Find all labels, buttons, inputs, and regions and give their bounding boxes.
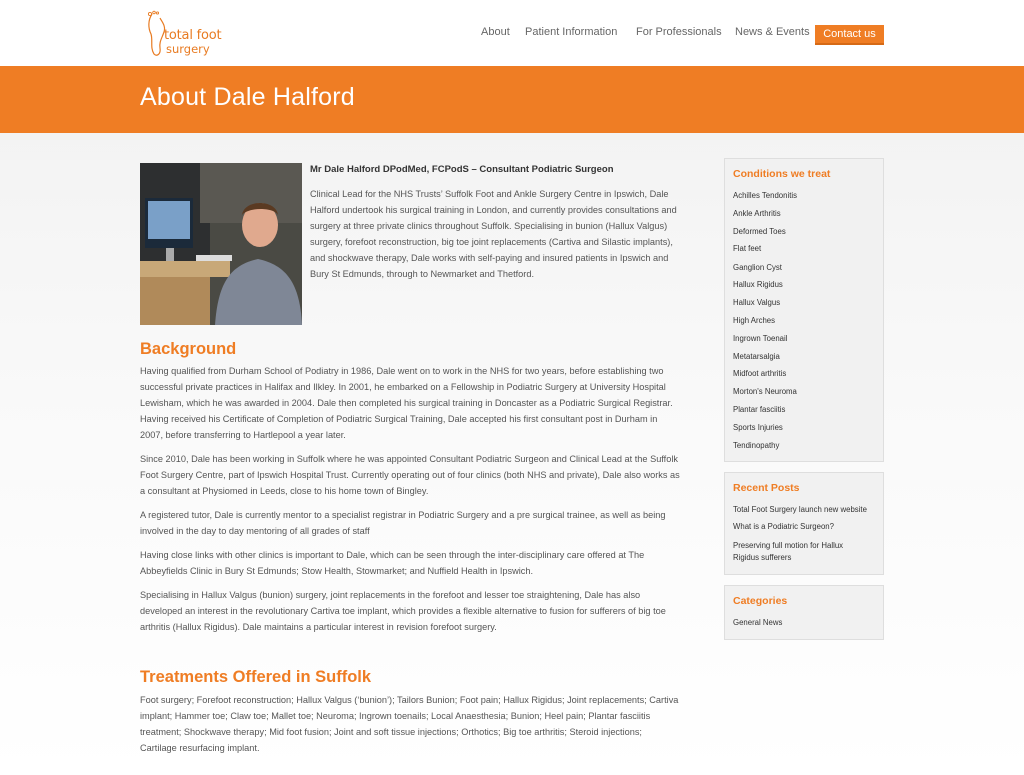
nav-for-professionals[interactable]: For Professionals	[636, 26, 722, 38]
condition-link[interactable]: Deformed Toes	[733, 227, 786, 236]
text-line: Having received his Certificate of Completion of Podiatric Surgical Training, Dale accepted his first consultant post in Durham in	[140, 414, 658, 424]
background-paragraph-4	[140, 547, 644, 579]
text-line: successful private practices in Halifax and Ilkley. In 2001, he embarked on a Fellowship in Podiatric Surgery at University Hospital	[140, 382, 666, 392]
dale-halford-photo	[140, 163, 302, 325]
site-logo[interactable]	[144, 10, 244, 58]
recent-post-link[interactable]: Preserving full motion for Hallux	[733, 541, 844, 550]
recent-post-link-continued[interactable]: Rigidus sufferers	[733, 553, 792, 562]
profile-intro-paragraph	[310, 186, 677, 282]
conditions-widget	[724, 158, 884, 462]
recent-posts-widget	[724, 472, 884, 575]
condition-link[interactable]: Hallux Rigidus	[733, 280, 783, 289]
condition-link[interactable]: Achilles Tendonitis	[733, 191, 798, 200]
categories-title: Categories	[733, 595, 788, 607]
background-paragraph-2	[140, 451, 680, 499]
background-paragraph-1	[140, 363, 673, 443]
condition-link[interactable]: Morton's Neuroma	[733, 387, 797, 396]
nav-patient-information[interactable]: Patient Information	[525, 26, 618, 38]
nav-news-events[interactable]: News & Events	[735, 26, 810, 38]
text-line: Cartilage resurfacing implant.	[140, 743, 260, 753]
portrait-image	[140, 163, 302, 325]
text-line: Since 2010, Dale has been working in Suffolk where he was appointed Consultant Podiatric Surgeon and Clinical Lead at the Suffolk	[140, 454, 678, 464]
condition-link[interactable]: High Arches	[733, 316, 776, 325]
nav-contact-us-button[interactable]: Contact us	[815, 25, 884, 45]
condition-link[interactable]: Metatarsalgia	[733, 352, 780, 361]
text-line: A registered tutor, Dale is currently mentor to a specialist registrar in Podiatric Surgery and a pre surgical trainee, as well as being	[140, 510, 666, 520]
text-line: Foot surgery; Forefoot reconstruction; Hallux Valgus (‘bunion’); Tailors Bunion; Foot pain; Hallux Rigidus; Joint replacements; Cartiva	[140, 695, 679, 705]
text-line: Abbeyfields Clinic in Bury St Edmunds; Stow Health, Stowmarket; and Nuffield Health in Ipswich.	[140, 566, 534, 576]
condition-link[interactable]: Ingrown Toenail	[733, 334, 788, 343]
treatments-paragraph	[140, 692, 678, 756]
profile-title: Mr Dale Halford DPodMed, FCPodS – Consultant Podiatric Surgeon	[310, 164, 614, 175]
logo-text-line2: surgery	[166, 42, 210, 56]
text-line: surgery at three private clinics throughout Suffolk. Specialising in bunion (Hallux Valgus)	[310, 221, 668, 231]
category-link[interactable]: General News	[733, 618, 783, 627]
text-line: Bury St Edmunds, through to Newmarket and Thetford.	[310, 269, 535, 279]
text-line: Having qualified from Durham School of Podiatry in 1986, Dale went on to work in the NHS for two years, before establishing two	[140, 366, 664, 376]
treatments-heading: Treatments Offered in Suffolk	[140, 668, 372, 686]
condition-link[interactable]: Plantar fasciitis	[733, 405, 786, 414]
text-line: Foot Surgery Centre, part of Ipswich Hospital Trust. Currently operating out of four clinics (both NHS and private), Dale also works as	[140, 470, 680, 480]
condition-link[interactable]: Flat feet	[733, 244, 762, 253]
text-line: Specialising in Hallux Valgus (bunion) surgery, joint replacements in the forefoot and lesser toe straightening, Dale has also	[140, 590, 641, 600]
text-line: developed an interest in the revolutionary Cartiva toe implant, which provides a flexible alternative to fusion for sufferers of big toe	[140, 606, 666, 616]
background-heading: Background	[140, 340, 237, 358]
nav-about[interactable]: About	[481, 26, 510, 38]
page-title: About Dale Halford	[140, 83, 355, 111]
condition-link[interactable]: Ganglion Cyst	[733, 263, 782, 272]
text-line: surgery, forefoot reconstruction, big toe joint replacements (Cartiva and Silastic implants),	[310, 237, 673, 247]
condition-link[interactable]: Sports Injuries	[733, 423, 783, 432]
text-line: arthritis (Hallux Rigidus). Dale maintains a particular interest in revision forefoot surgery.	[140, 622, 497, 632]
condition-link[interactable]: Midfoot arthritis	[733, 369, 787, 378]
text-line: Having close links with other clinics is important to Dale, which can be seen through the inter-disciplinary care offered at The	[140, 550, 645, 560]
text-line: 2007, before transferring to Hartlepool a year later.	[140, 430, 346, 440]
background-paragraph-5	[140, 587, 666, 635]
text-line: involved in the day to day mentoring of all grades of staff	[140, 526, 370, 536]
text-line: Clinical Lead for the NHS Trusts’ Suffolk Foot and Ankle Surgery Centre in Ipswich, Dale	[310, 189, 669, 199]
text-line: implant; Hammer toe; Claw toe; Mallet toe; Neuroma; Ingrown toenails; Local Anaesthesia; Bunion; Heel pain; Plantar fasciitis	[140, 711, 651, 721]
text-line: Lewisham, which he was awarded in 2004. Dale then completed his surgical training in Doncaster as a Podiatric Surgical Registrar.	[140, 398, 673, 408]
recent-post-link[interactable]: What is a Podiatric Surgeon?	[733, 522, 834, 531]
recent-posts-title: Recent Posts	[733, 482, 800, 494]
recent-post-link[interactable]: Total Foot Surgery launch new website	[733, 505, 867, 514]
text-line: treatment; Shockwave therapy; Mid foot fusion; Joint and soft tissue injections; Orthotics; Big toe arthritis; Steroid injections;	[140, 727, 642, 737]
page-banner	[0, 66, 1024, 133]
text-line: Halford undertook his surgical training in London, and currently provides consultations and	[310, 205, 677, 215]
logo-text-line1: total foot	[164, 28, 222, 43]
site-header	[0, 0, 1024, 66]
text-line: a consultant at Physiomed in Leeds, close to his home town of Bingley.	[140, 486, 429, 496]
condition-link[interactable]: Tendinopathy	[733, 441, 780, 450]
categories-widget	[724, 585, 884, 640]
background-paragraph-3	[140, 507, 665, 539]
condition-link[interactable]: Hallux Valgus	[733, 298, 781, 307]
condition-link[interactable]: Ankle Arthritis	[733, 209, 781, 218]
text-line: and shockwave therapy, Dale works with self-paying and insured patients in Ipswich and	[310, 253, 669, 263]
conditions-title: Conditions we treat	[733, 168, 831, 180]
